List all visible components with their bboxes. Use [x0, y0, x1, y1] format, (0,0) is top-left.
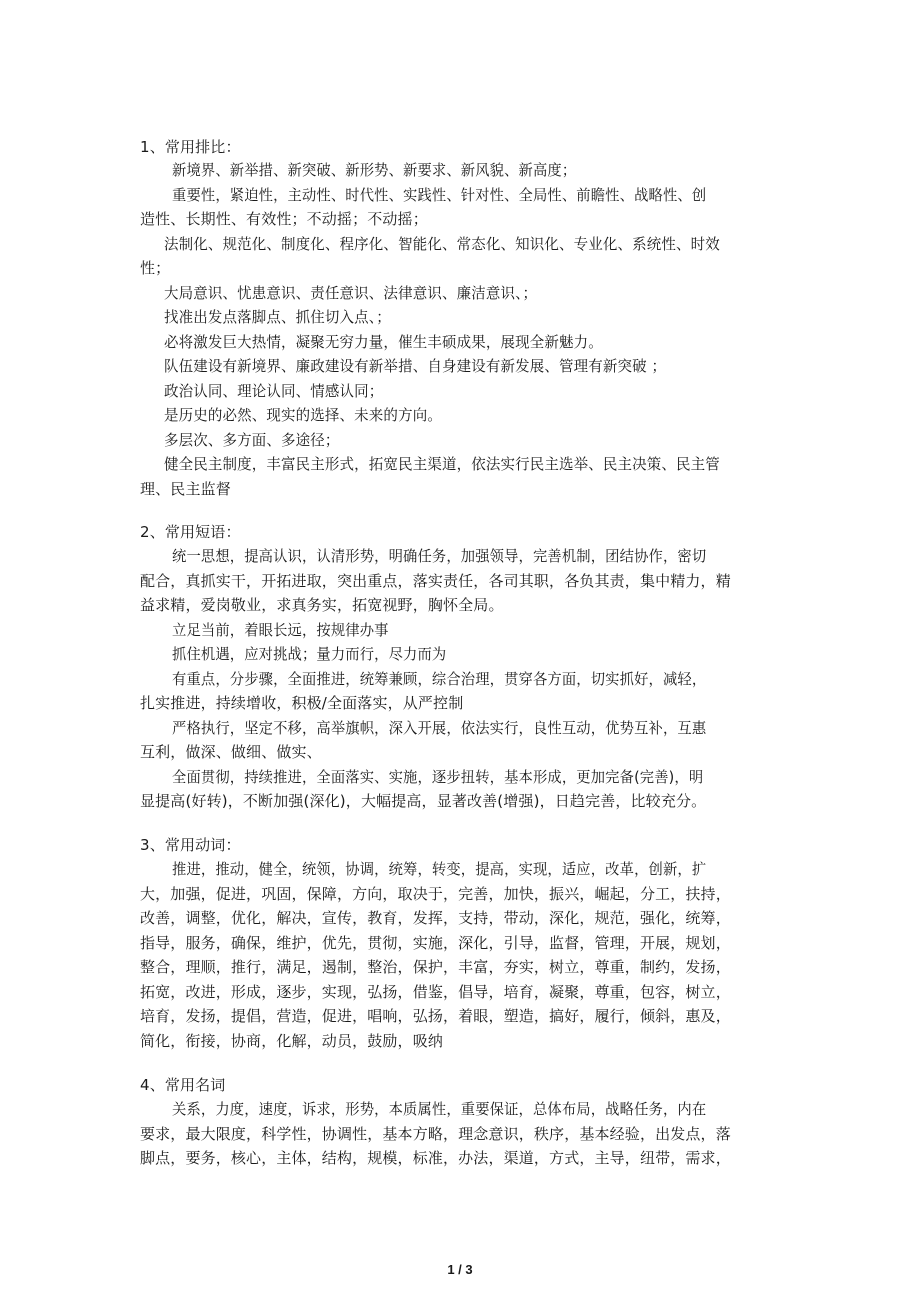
text-line: 改善，调整，优化，解决，宣传，教育，发挥，支持，带动，深化，规范，强化，统筹， [140, 909, 731, 927]
page-indicator: 1 / 3 [447, 1262, 473, 1277]
text-line: 重要性，紧迫性，主动性、时代性、实践性、针对性、全局性、前瞻性、战略性、创 [172, 186, 707, 204]
text-line: 推进，推动，健全，统领，协调，统筹，转变，提高，实现，适应，改革，创新，扩 [172, 860, 707, 878]
text-line: 新境界、新举措、新突破、新形势、新要求、新风貌、新高度； [172, 161, 577, 179]
section-heading: 2、常用短语： [140, 523, 241, 541]
text-line: 严格执行，坚定不移，高举旗帜，深入开展，依法实行，良性互动，优势互补，互惠 [172, 719, 707, 737]
text-line: 配合，真抓实干，开拓进取，突出重点，落实责任，各司其职，各负其责，集中精力，精 [140, 572, 731, 590]
text-line: 大，加强，促进，巩固，保障，方向，取决于，完善，加快，振兴，崛起，分工，扶持， [140, 885, 731, 903]
text-line: 健全民主制度，丰富民主形式，拓宽民主渠道，依法实行民主选举、民主决策、民主管 [164, 455, 720, 473]
text-line: 必将激发巨大热情，凝聚无穷力量，催生丰硕成果，展现全新魅力。 [164, 333, 603, 351]
text-line: 政治认同、理论认同、情感认同； [164, 382, 384, 400]
text-line: 统一思想，提高认识，认清形势，明确任务，加强领导，完善机制，团结协作，密切 [172, 547, 707, 565]
text-line: 找准出发点落脚点、抓住切入点、； [164, 308, 391, 326]
text-line: 队伍建设有新境界、廉政建设有新举措、自身建设有新发展、管理有新突破 ； [164, 357, 667, 375]
text-line: 关系，力度，速度，诉求，形势，本质属性，重要保证，总体布局，战略任务，内在 [172, 1100, 707, 1118]
text-line: 性； [140, 259, 171, 277]
text-line: 抓住机遇，应对挑战；量力而行，尽力而为 [172, 645, 447, 663]
text-line: 互利，做深、做细、做实、 [140, 743, 322, 761]
text-line: 理、民主监督 [140, 480, 231, 498]
text-line: 大局意识、忧患意识、责任意识、法律意识、廉洁意识、； [164, 284, 538, 302]
section-heading: 1、常用排比： [140, 138, 241, 156]
text-line: 立足当前，着眼长远，按规律办事 [172, 621, 389, 639]
text-line: 造性、长期性、有效性；不动摇；不动摇； [140, 210, 428, 228]
text-line: 益求精，爱岗敬业，求真务实，拓宽视野，胸怀全局。 [140, 596, 504, 614]
text-line: 简化，衔接，协商，化解，动员，鼓励，吸纳 [140, 1032, 444, 1050]
section-heading: 3、常用动词： [140, 836, 241, 854]
section-heading: 4、常用名词 [140, 1076, 226, 1094]
text-line: 要求，最大限度，科学性，协调性，基本方略，理念意识，秩序，基本经验，出发点，落 [140, 1125, 731, 1143]
text-line: 全面贯彻，持续推进，全面落实、实施，逐步扭转，基本形成，更加完备(完善)，明 [172, 768, 704, 786]
text-line: 培育，发扬，提倡，营造，促进，唱响，弘扬，着眼，塑造，搞好，履行，倾斜，惠及， [140, 1007, 731, 1025]
text-line: 法制化、规范化、制度化、程序化、智能化、常态化、知识化、专业化、系统性、时效 [164, 235, 720, 253]
text-line: 整合，理顺，推行，满足，遏制，整治，保护，丰富，夯实，树立，尊重，制约，发扬， [140, 958, 731, 976]
text-line: 指导，服务，确保，维护，优先，贯彻，实施，深化，引导，监督，管理，开展，规划， [140, 934, 731, 952]
text-line: 扎实推进，持续增收，积极/全面落实，从严控制 [140, 694, 464, 712]
text-line: 拓宽，改进，形成，逐步，实现，弘扬，借鉴，倡导，培育，凝聚，尊重，包容，树立， [140, 983, 731, 1001]
text-line: 是历史的必然、现实的选择、未来的方向。 [164, 406, 442, 424]
text-line: 脚点，要务，核心，主体，结构，规模，标准，办法，渠道，方式，主导，纽带，需求， [140, 1149, 731, 1167]
text-line: 显提高(好转)，不断加强(深化)，大幅提高，显著改善(增强)，日趋完善，比较充分。 [140, 792, 707, 810]
text-line: 有重点，分步骤，全面推进，统筹兼顾，综合治理，贯穿各方面，切实抓好，减轻， [172, 670, 707, 688]
text-line: 多层次、多方面、多途径； [164, 431, 340, 449]
